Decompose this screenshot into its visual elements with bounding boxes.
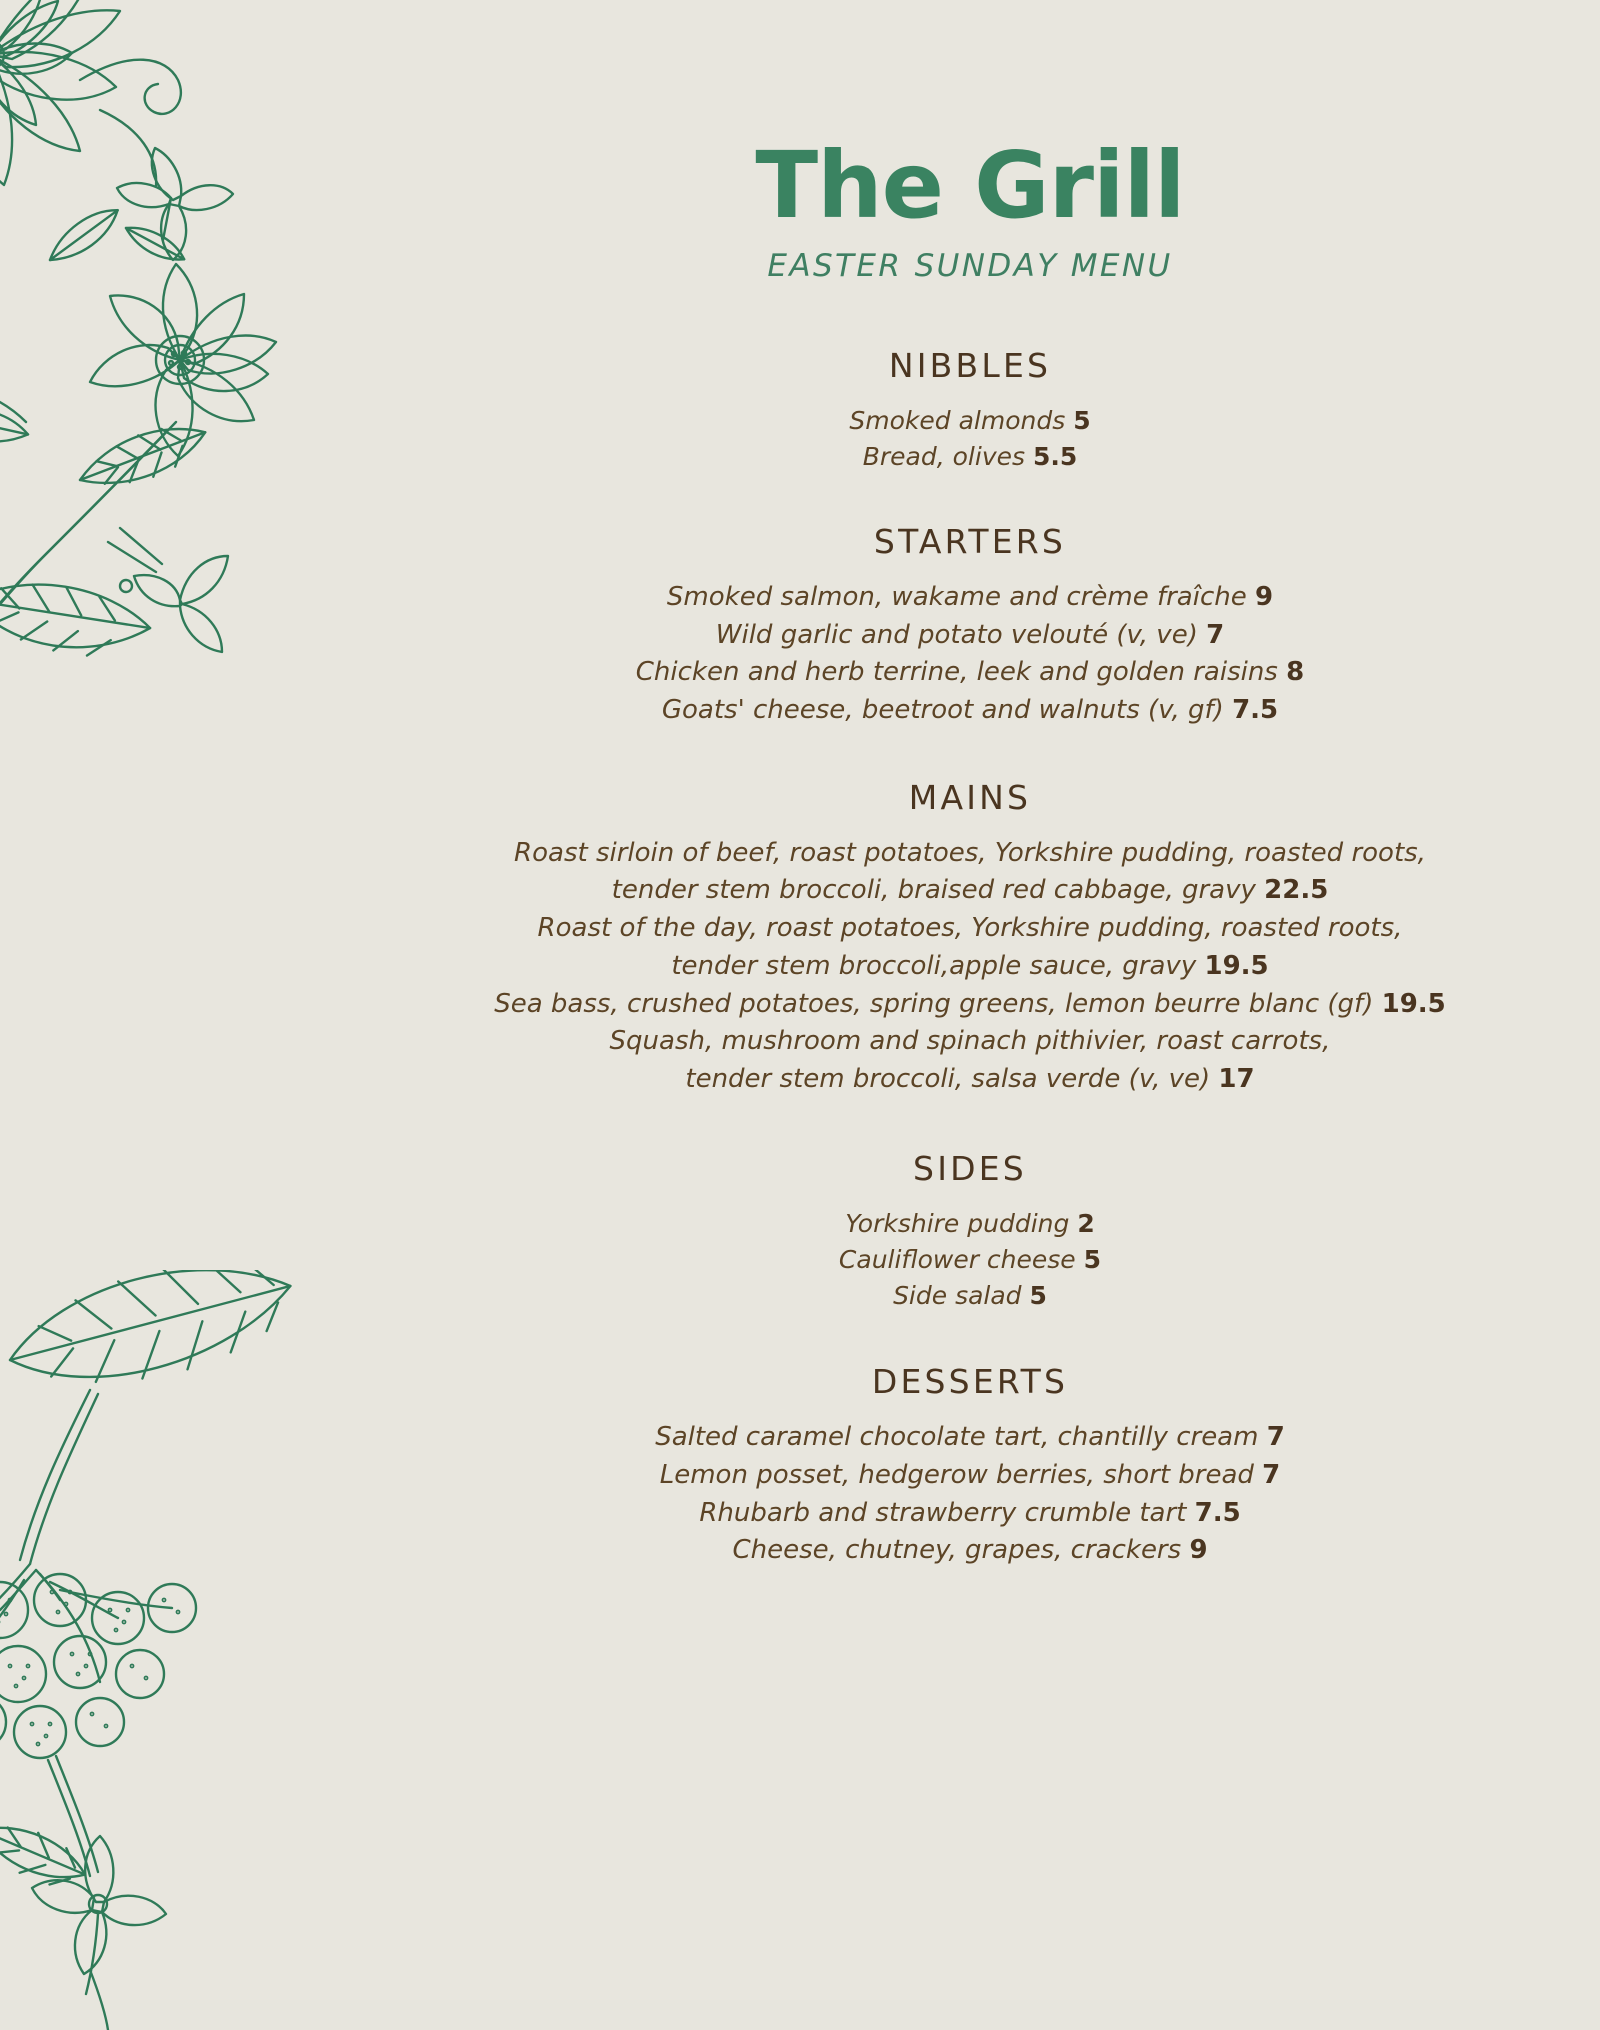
menu-item-name: Smoked almonds (849, 406, 1066, 435)
menu-item-price: 5.5 (1032, 441, 1078, 471)
menu-item-price: 5 (1029, 1281, 1047, 1311)
menu-item-price: 5 (1073, 406, 1091, 435)
page-subtitle: EASTER SUNDAY MENU (767, 248, 1173, 284)
menu-item-name-line2 (380, 872, 1560, 910)
menu-item (380, 1532, 1560, 1570)
section-sides (380, 1149, 1560, 1315)
menu-item-name: Wild garlic and potato velouté (v, ve) (715, 619, 1198, 650)
section-items (380, 403, 1560, 474)
menu-item-name: Cauliflower cheese (838, 1244, 1076, 1274)
menu-item-price: 5 (1083, 1244, 1102, 1274)
menu-item (380, 1278, 1560, 1314)
section-heading: MAINS (908, 777, 1032, 817)
menu-item-price: 19.5 (1381, 988, 1446, 1019)
section-heading: SIDES (913, 1148, 1027, 1188)
menu-item (380, 579, 1560, 617)
menu-item (380, 439, 1560, 475)
menu-item-price: 9 (1189, 1535, 1208, 1566)
menu-item (380, 835, 1560, 910)
menu-item (380, 1242, 1560, 1278)
menu-item (380, 1457, 1560, 1495)
menu-item-price: 7.5 (1232, 695, 1279, 726)
menu-item (380, 692, 1560, 730)
menu-item-name-cont: tender stem broccoli,apple sauce, gravy (671, 950, 1197, 981)
page-title: The Grill (755, 132, 1185, 239)
menu-item-price: 17 (1218, 1063, 1255, 1094)
menu-item (380, 1206, 1560, 1242)
menu-item-price: 7 (1206, 619, 1225, 650)
section-items (380, 1419, 1560, 1570)
section-items (380, 579, 1560, 730)
section-desserts (380, 1362, 1560, 1570)
menu-item-name: Cheese, chutney, grapes, crackers (732, 1535, 1182, 1566)
menu-item-name: Smoked salmon, wakame and crème fraîche (666, 582, 1247, 612)
menu-item-price: 2 (1077, 1208, 1095, 1238)
menu-item-name: Squash, mushroom and spinach pithivier, roast carrots, (609, 1026, 1331, 1057)
menu-item-name: Sea bass, crushed potatoes, spring greens, lemon beurre blanc (gf) (494, 988, 1374, 1019)
section-heading: NIBBLES (888, 346, 1052, 385)
section-items (380, 835, 1560, 1099)
menu-item-name: Yorkshire pudding (845, 1208, 1070, 1238)
section-mains (380, 778, 1560, 1099)
menu-item-name: Lemon posset, hedgerow berries, short bread (659, 1460, 1254, 1490)
menu-item (380, 986, 1560, 1024)
menu-item (380, 403, 1560, 439)
menu-item-name-line2 (380, 1061, 1560, 1099)
menu-item-price: 22.5 (1264, 875, 1329, 906)
menu-item (380, 654, 1560, 692)
menu-item-price: 9 (1254, 582, 1274, 612)
menu-item-price: 7.5 (1194, 1497, 1241, 1528)
menu-item-name-cont: tender stem broccoli, salsa verde (v, ve) (685, 1063, 1211, 1094)
menu-item-price: 7 (1262, 1460, 1281, 1490)
menu-item-price: 7 (1266, 1422, 1285, 1453)
menu-item-name: Roast of the day, roast potatoes, Yorkshire pudding, roasted roots, (537, 913, 1403, 944)
menu-item (380, 910, 1560, 985)
section-nibbles (380, 346, 1560, 474)
menu-item-name-cont: tender stem broccoli, braised red cabbage, gravy (611, 875, 1256, 906)
menu-item (380, 1023, 1560, 1098)
section-starters (380, 522, 1560, 730)
menu-item-name: Bread, olives (862, 441, 1026, 471)
menu-item-price: 19.5 (1204, 950, 1269, 981)
menu-item-name: Salted caramel chocolate tart, chantilly cream (655, 1422, 1259, 1453)
menu-item-price: 8 (1286, 657, 1305, 688)
menu-item-name: Rhubarb and strawberry crumble tart (699, 1497, 1187, 1528)
section-heading: STARTERS (873, 522, 1067, 561)
menu-item-name: Goats' cheese, beetroot and walnuts (v, gf) (661, 695, 1224, 726)
menu-item-name: Roast sirloin of beef, roast potatoes, Yorkshire pudding, roasted roots, (514, 837, 1426, 868)
section-items (380, 1206, 1560, 1315)
menu-item (380, 1419, 1560, 1457)
menu-item-name-line2 (380, 948, 1560, 986)
menu-item-name: Chicken and herb terrine, leek and golden raisins (635, 657, 1278, 688)
menu-content (380, 0, 1560, 2000)
menu-item (380, 1495, 1560, 1533)
menu-item (380, 617, 1560, 655)
section-heading: DESSERTS (871, 1362, 1069, 1402)
menu-item-name: Side salad (893, 1281, 1022, 1311)
